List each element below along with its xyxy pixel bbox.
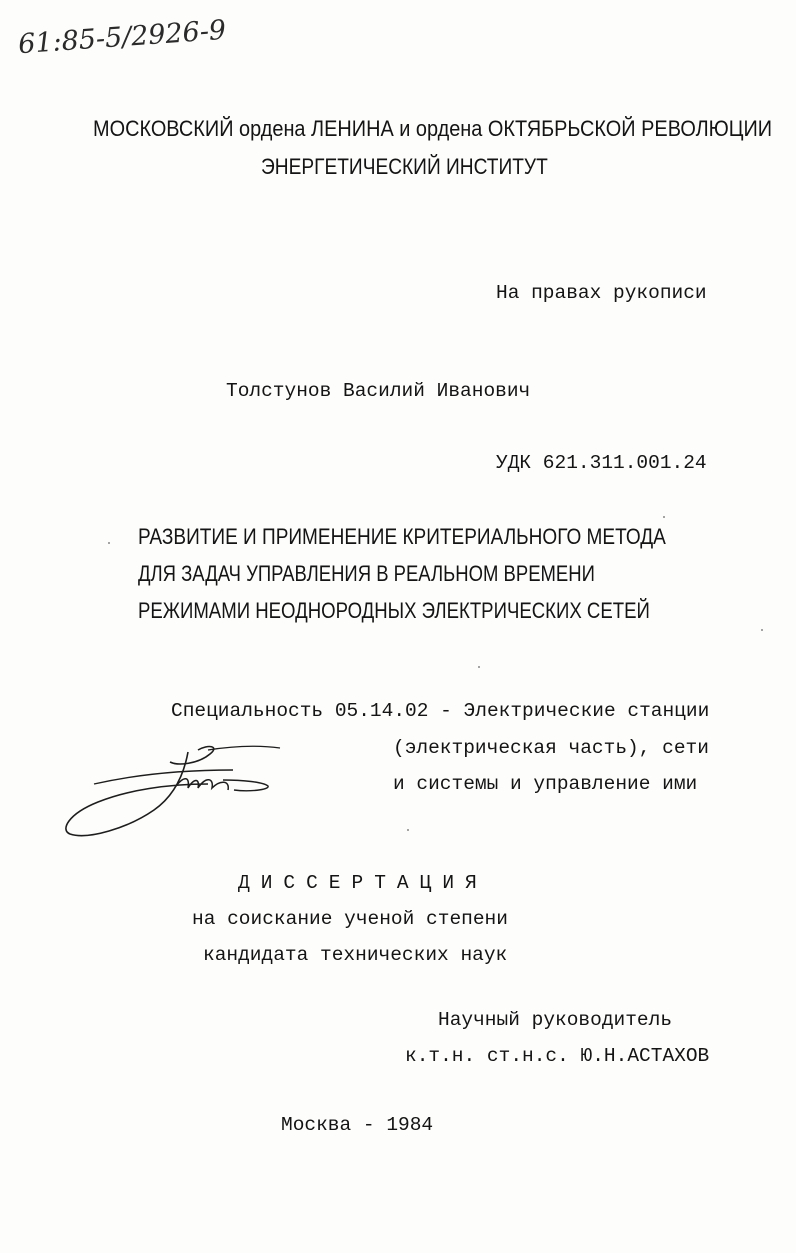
- institute-name-line1: МОСКОВСКИЙ ордена ЛЕНИНА и ордена ОКТЯБРЬСКОЙ РЕВОЛЮЦИИ: [93, 116, 773, 141]
- supervisor-label: Научный руководитель: [438, 1009, 673, 1031]
- author-signature: [58, 740, 298, 850]
- paper-speck: [407, 829, 409, 831]
- manuscript-note: На правах рукописи: [496, 282, 707, 304]
- degree-line2: кандидата технических наук: [203, 944, 508, 966]
- thesis-title-line3: РЕЖИМАМИ НЕОДНОРОДНЫХ ЭЛЕКТРИЧЕСКИХ СЕТЕЙ: [138, 598, 650, 623]
- archive-code-handwritten: 61:85-5/2926-9: [17, 14, 228, 61]
- paper-speck: [761, 629, 763, 631]
- place-and-year: Москва - 1984: [281, 1114, 434, 1136]
- supervisor-name: к.т.н. ст.н.с. Ю.Н.АСТАХОВ: [405, 1045, 710, 1067]
- document-type: ДИССЕРТАЦИЯ: [238, 872, 488, 894]
- udc-code: УДК 621.311.001.24: [496, 452, 707, 474]
- institute-name-line2: ЭНЕРГЕТИЧЕСКИЙ ИНСТИТУТ: [261, 154, 548, 179]
- thesis-title-line1: РАЗВИТИЕ И ПРИМЕНЕНИЕ КРИТЕРИАЛЬНОГО МЕТОДА: [138, 524, 666, 549]
- paper-speck: [478, 666, 480, 668]
- thesis-title-line2: ДЛЯ ЗАДАЧ УПРАВЛЕНИЯ В РЕАЛЬНОМ ВРЕМЕНИ: [138, 561, 595, 586]
- paper-speck: [108, 542, 110, 544]
- specialty-line3: и системы и управление ими: [393, 773, 698, 795]
- paper-speck: [663, 516, 665, 518]
- specialty-line1: Специальность 05.14.02 - Электрические станции: [171, 700, 710, 722]
- specialty-line2: (электрическая часть), сети: [393, 737, 709, 759]
- degree-line1: на соискание ученой степени: [192, 908, 508, 930]
- author-name: Толстунов Василий Иванович: [226, 380, 531, 402]
